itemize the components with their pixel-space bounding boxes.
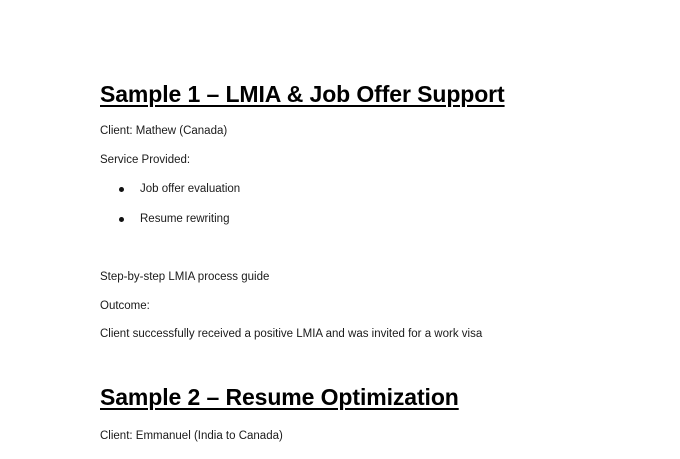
service-provided-label: Service Provided:: [100, 154, 191, 166]
process-guide-line: Step-by-step LMIA process guide: [100, 271, 270, 283]
bullet-icon: [119, 217, 124, 222]
service-list-item: [119, 183, 240, 195]
service-item-label: Resume rewriting: [140, 213, 230, 225]
service-list-item: [119, 213, 229, 225]
bullet-icon: [119, 187, 124, 192]
client-line: Client: Emmanuel (India to Canada): [100, 430, 283, 442]
outcome-label: Outcome:: [100, 300, 150, 312]
section-heading-sample-2: Sample 2 – Resume Optimization: [100, 384, 459, 410]
service-item-label: Job offer evaluation: [140, 183, 241, 195]
outcome-text: Client successfully received a positive LMIA and was invited for a work visa: [100, 328, 483, 340]
client-line: Client: Mathew (Canada): [100, 125, 228, 137]
section-heading-sample-1: Sample 1 – LMIA & Job Offer Support: [100, 81, 505, 107]
